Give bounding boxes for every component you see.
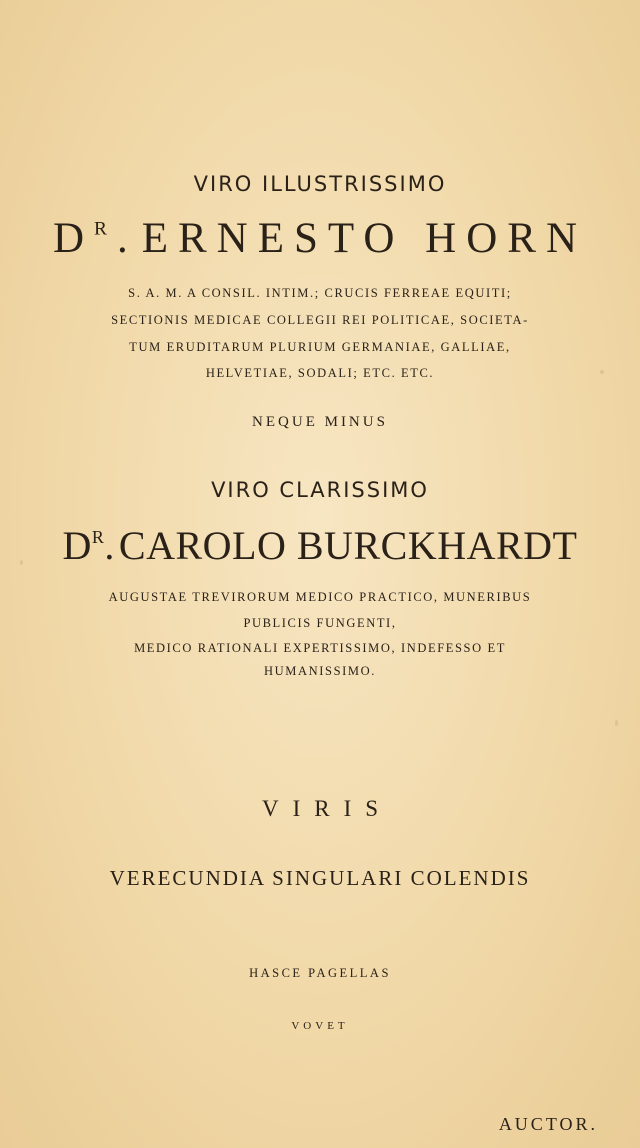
- auctor-signature: AUCTOR.: [498, 1114, 598, 1134]
- dedicatee-1-desc-line: SECTIONIS MEDICAE COLLEGII REI POLITICAE, SOCIETA-: [111, 313, 529, 327]
- dedicatee-1: [0, 214, 640, 263]
- dedicatee-2-name: CAROLO BURCKHARDT: [118, 523, 578, 568]
- dedicatee-1-name: ERNESTO HORN: [141, 215, 588, 262]
- dedicatee-2-desc-line: PUBLICIS FUNGENTI,: [243, 616, 397, 630]
- connector-text: NEQUE MINUS: [252, 414, 388, 430]
- doctor-title: $D^R$.: [52, 215, 138, 262]
- dedicatee-2-desc-line: AUGUSTAE TREVIRORUM MEDICO PRACTICO, MUNERIBUS: [108, 590, 532, 604]
- dedication-line-1: VIRO ILLUSTRISSIMO: [193, 172, 447, 196]
- vovet-text: VOVET: [291, 1020, 349, 1032]
- hasce-pagellas: HASCE PAGELLAS: [249, 966, 391, 980]
- dedicatee-2-desc-line: HUMANISSIMO.: [264, 664, 376, 678]
- dedication-line-2: VIRO CLARISSIMO: [211, 478, 429, 502]
- dedicatee-1-desc-line: TUM ERUDITARUM PLURIUM GERMANIAE, GALLIAE,: [129, 340, 511, 354]
- dedicatee-1-desc-line: HELVETIAE, SODALI; ETC. ETC.: [205, 366, 435, 380]
- dedicatee-2: [0, 522, 640, 569]
- stain-mark: [615, 720, 618, 726]
- viris-heading: VIRIS: [261, 796, 393, 821]
- dedicatee-1-desc-line: S. A. M. A CONSIL. INTIM.; CRUCIS FERREAE EQUITI;: [128, 286, 512, 300]
- verecundia-line: VERECUNDIA SINGULARI COLENDIS: [109, 866, 531, 890]
- doctor-title: $D^R$.: [62, 523, 115, 568]
- dedicatee-2-desc-line: MEDICO RATIONALI EXPERTISSIMO, INDEFESSO ET: [134, 641, 506, 655]
